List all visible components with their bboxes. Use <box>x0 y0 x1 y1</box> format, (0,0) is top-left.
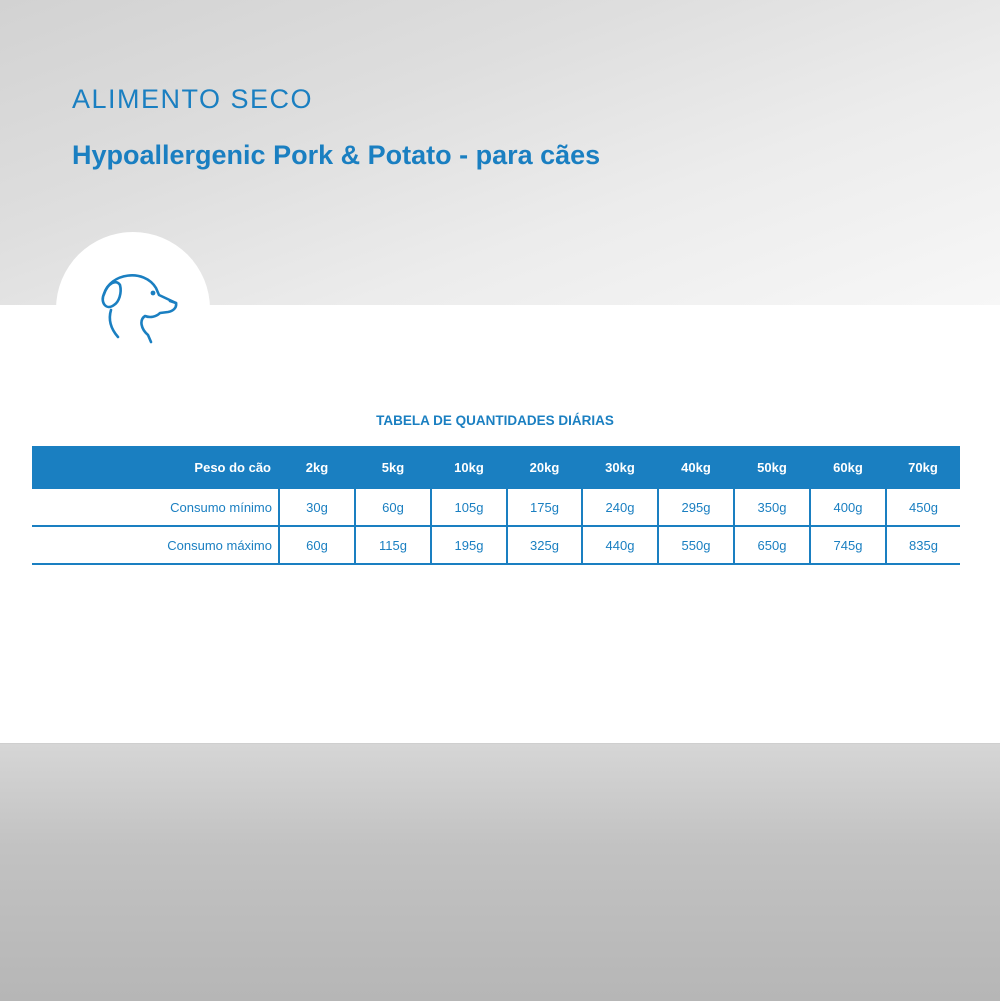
table-cell: 115g <box>355 526 431 564</box>
table-cell: 350g <box>734 489 810 526</box>
table-cell: 60g <box>279 526 355 564</box>
table-cell: 550g <box>658 526 734 564</box>
table-row-max <box>32 526 960 564</box>
footer-background <box>0 743 1000 1001</box>
weight-header: 40kg <box>658 446 734 489</box>
row-label: Consumo mínimo <box>32 489 279 526</box>
table-cell: 745g <box>810 526 886 564</box>
product-title: Hypoallergenic Pork & Potato - para cães <box>72 140 601 170</box>
category-label: ALIMENTO SECO <box>72 84 314 114</box>
table-cell: 450g <box>886 489 960 526</box>
dog-badge <box>56 232 210 386</box>
weight-header: 5kg <box>355 446 431 489</box>
weight-header: 2kg <box>279 446 355 489</box>
table-cell: 325g <box>507 526 582 564</box>
weight-header: 20kg <box>507 446 582 489</box>
table-cell: 195g <box>431 526 507 564</box>
weight-header: 10kg <box>431 446 507 489</box>
table-cell: 105g <box>431 489 507 526</box>
row-label: Consumo máximo <box>32 526 279 564</box>
header-label: Peso do cão <box>32 446 279 489</box>
table-cell: 60g <box>355 489 431 526</box>
table-cell: 30g <box>279 489 355 526</box>
weight-header: 60kg <box>810 446 886 489</box>
table-cell: 175g <box>507 489 582 526</box>
weight-header: 70kg <box>886 446 960 489</box>
dog-head-icon <box>56 232 210 386</box>
table-cell: 400g <box>810 489 886 526</box>
table-cell: 440g <box>582 526 658 564</box>
daily-quantity-table <box>32 446 960 565</box>
weight-header: 30kg <box>582 446 658 489</box>
table-cell: 650g <box>734 526 810 564</box>
table-title: TABELA DE QUANTIDADES DIÁRIAS <box>376 413 614 428</box>
table-header-row <box>32 446 960 489</box>
table-cell: 295g <box>658 489 734 526</box>
table-row-min <box>32 489 960 526</box>
weight-header: 50kg <box>734 446 810 489</box>
table-cell: 240g <box>582 489 658 526</box>
table-cell: 835g <box>886 526 960 564</box>
